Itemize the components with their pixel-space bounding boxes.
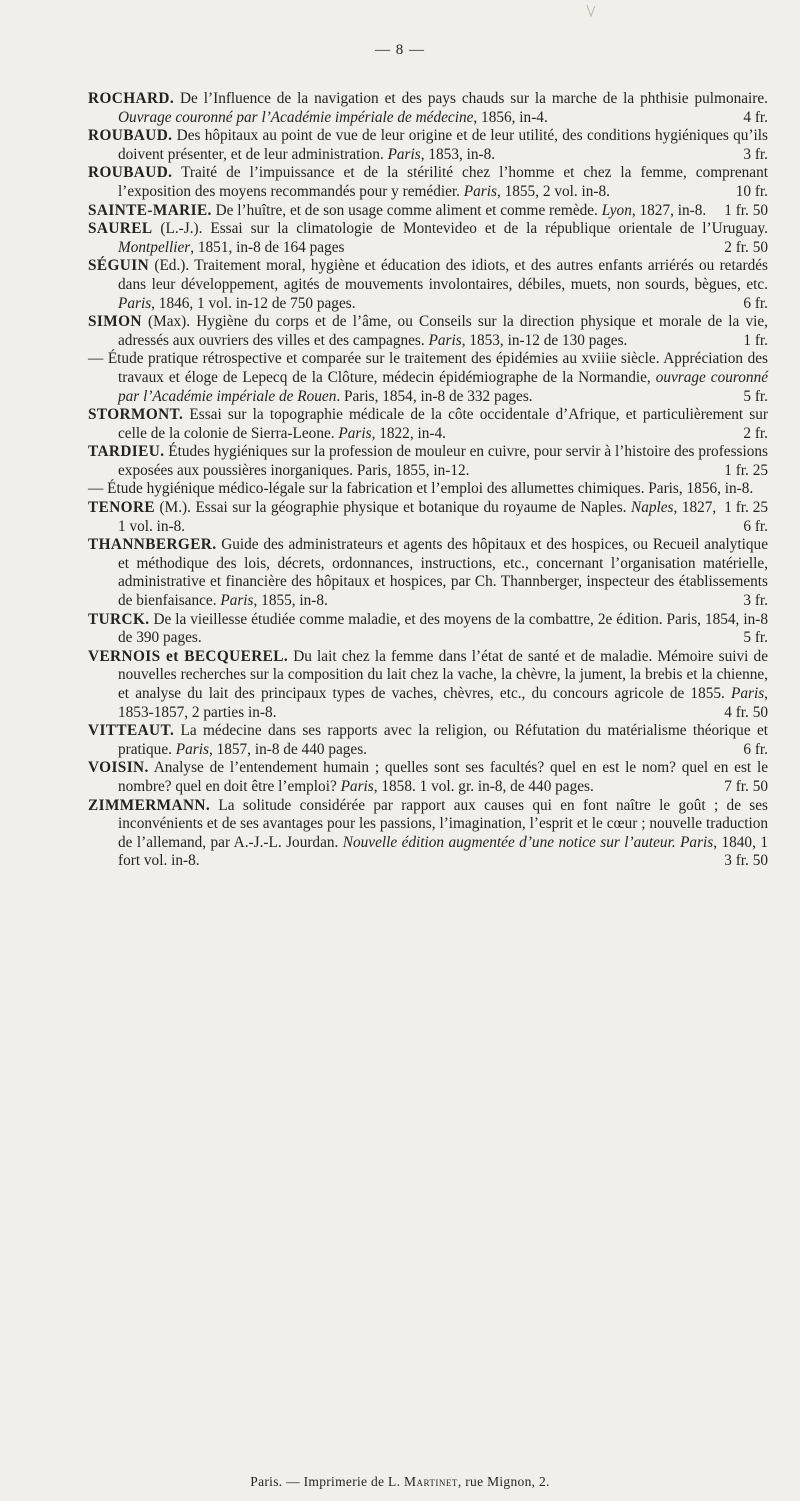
catalog-entry: [88, 797, 768, 871]
entry-italic-note: Paris: [175, 740, 209, 758]
entry-publication: , 1855, 2 vol. in-8.: [496, 182, 610, 200]
entry-publication: . Paris, 1854, in-8 de 332 pages.: [336, 387, 533, 405]
entry-publication: , 1827, in-8.: [631, 201, 707, 219]
entry-description: Des hôpitaux au point de vue de leur origine et de leur utilité, des conditions hygiéniques qu’ils doivent présenter, et de leur administration.: [118, 127, 768, 163]
footer-prefix: Paris. — Imprimerie de L.: [250, 1474, 401, 1489]
entry-italic-note: Paris: [338, 424, 372, 442]
entry-price: 2 fr.: [743, 424, 768, 442]
entry-italic-note: Paris: [220, 592, 254, 610]
entry-price: 6 fr.: [743, 740, 768, 758]
entry-author: TURCK.: [88, 610, 150, 628]
entry-author: SAINTE-MARIE.: [88, 201, 212, 219]
catalog-entry: [88, 127, 768, 164]
entry-price: 1 fr. 25: [724, 499, 768, 517]
entry-publication: , 1851, in-8 de 164 pages: [190, 238, 345, 256]
catalog-entry: [88, 313, 768, 350]
entry-description: De l’Influence de la navigation et des pays chauds sur la marche de la phthisie pulmonaire.: [174, 90, 768, 107]
entry-price: 3 fr.: [743, 592, 768, 610]
entry-price: 4 fr.: [743, 108, 768, 126]
entry-italic-note: Paris: [387, 145, 421, 163]
entry-publication: , 1853, in-12 de 130 pages.: [461, 331, 628, 349]
entry-description: — Étude hygiénique médico-légale sur la fabrication et l’emploi des allumettes chimiques. Paris, 1856, in-8.: [88, 480, 754, 498]
entry-author: TENORE: [88, 499, 156, 517]
footer-suffix: , rue Mignon, 2.: [457, 1474, 550, 1489]
entry-italic-note: Ouvrage couronné par l’Académie impériale de médecine: [118, 108, 474, 126]
entry-italic-note: Paris: [731, 685, 765, 702]
entry-italic-note: Lyon: [601, 201, 632, 219]
entry-publication: , 1840, 1 fort vol. in-8.: [118, 833, 768, 870]
entry-publication: , 1856, in-4.: [473, 108, 548, 126]
catalog-entry: [88, 90, 768, 127]
entry-italic-note: Nouvelle édition augmentée d’une notice sur l’auteur. Paris: [342, 833, 714, 851]
entry-author: STORMONT.: [88, 406, 184, 424]
catalog-entry: [88, 443, 768, 480]
entry-publication: , 1827, 1 vol. in-8.: [118, 499, 717, 535]
entry-italic-note: Paris: [118, 294, 152, 312]
entry-price: 10 fr.: [735, 182, 768, 200]
entry-description: De l’huître, et de son usage comme aliment et comme remède.: [211, 201, 602, 219]
entry-publication: , 1858. 1 vol. gr. in-8, de 440 pages.: [373, 777, 594, 795]
entry-italic-note: Naples: [631, 499, 674, 517]
entry-author: THANNBERGER.: [88, 536, 217, 554]
entry-price: 2 fr. 50: [724, 238, 768, 256]
entry-author: ROCHARD.: [88, 90, 175, 107]
entry-price: 6 fr.: [743, 517, 768, 535]
entry-description: (L.-J.). Essai sur la climatologie de Montevideo et de la république orientale de l’Uruguay.: [152, 220, 768, 238]
printer-footer: [0, 1474, 800, 1490]
entry-description: La solitude considérée par rapport aux causes qui en font naître le goût ; de ses inconvénients et de ses avantages pour les passions, l’imagination, l’esprit et le cœur ; nouvelle traduction de l’allemand, par A.-J.-L. Jourdan.: [118, 796, 768, 851]
catalog-entry: [88, 499, 768, 536]
entry-description: Essai sur la topographie médicale de la côte occidentale d’Afrique, et particulièrement sur celle de la colonie de Sierra-Leone.: [118, 406, 768, 442]
entry-author: SAUREL: [88, 220, 153, 238]
entry-price: 6 fr.: [743, 294, 768, 312]
catalog-entry: [88, 220, 768, 257]
entry-price: 4 fr. 50: [724, 703, 768, 721]
catalog-entry: [88, 350, 768, 406]
entry-author: VOISIN.: [88, 759, 149, 777]
entry-price: 1 fr. 50: [724, 201, 768, 219]
catalog-entry: [88, 202, 768, 221]
entry-description: (Max). Hygiène du corps et de l’âme, ou Conseils sur la direction physique et morale de la vie, adressés aux ouvriers des villes et des campagnes.: [118, 313, 768, 349]
entry-description: Du lait chez la femme dans l’état de santé et de maladie. Mémoire suivi de nouvelles recherches sur la composition du lait chez la vache, la chèvre, la jument, la brebis et la chienne, et analyse du lait des principaux types de vaches, chèvres, etc., du concours agricole de 1855.: [118, 647, 768, 702]
entry-publication: , 1853-1857, 2 parties in-8.: [118, 685, 768, 721]
catalog-entry: [88, 648, 768, 722]
entry-price: 5 fr.: [743, 629, 768, 647]
entry-italic-note: Montpellier: [118, 238, 191, 256]
footer-printer-name: Martinet: [403, 1474, 458, 1489]
entry-description: Traité de l’impuissance et de la stérilité chez l’homme et chez la femme, comprenant l’exposition des moyens recommandés pour y remédier.: [118, 164, 768, 200]
entry-author: SIMON: [88, 313, 142, 331]
entry-author: ROUBAUD.: [88, 164, 173, 182]
entry-description: Analyse de l’entendement humain ; quelles sont ses facultés? quel en est le nom? quel en est le nombre? quel en doit être l’emploi?: [118, 759, 768, 795]
entry-author: VITTEAUT.: [88, 722, 175, 740]
entry-author: SÉGUIN: [88, 257, 150, 275]
entry-description: De la vieillesse étudiée comme maladie, et des moyens de la combattre, 2e édition. Paris, 1854, in-8 de 390 pages.: [118, 610, 768, 647]
entry-price: 1 fr.: [743, 331, 768, 349]
bibliography-list: [88, 90, 768, 871]
entry-price: 3 fr. 50: [724, 852, 768, 870]
catalog-entry: [88, 759, 768, 796]
entry-italic-note: Paris: [428, 331, 462, 349]
entry-description: Études hygiéniques sur la profession de mouleur en cuivre, pour servir à l’histoire des professions exposées aux poussières inorganiques. Paris, 1855, in-12.: [118, 443, 768, 479]
catalog-entry: [88, 164, 768, 201]
entry-price: 1 fr. 25: [724, 461, 768, 479]
entry-description: (M.). Essai sur la géographie physique et botanique du royaume de Naples.: [155, 499, 631, 517]
entry-author: TARDIEU.: [88, 443, 165, 461]
entry-description: — Étude pratique rétrospective et comparée sur le traitement des épidémies au xviiie siècle. Appréciation des travaux et éloge de Lepecq de la Clôture, médecin épidémiographe de la Normandie,: [88, 350, 768, 386]
entry-description: La médecine dans ses rapports avec la religion, ou Réfutation du matérialisme théorique et pratique.: [118, 722, 768, 758]
page-number: — 8 —: [375, 42, 425, 58]
catalog-entry: [88, 536, 768, 610]
catalog-entry: [88, 722, 768, 759]
entry-price: 7 fr. 50: [724, 777, 768, 795]
catalog-entry: [88, 257, 768, 313]
entry-publication: , 1846, 1 vol. in-12 de 750 pages.: [151, 294, 356, 312]
entry-description: Guide des administrateurs et agents des hôpitaux et des hospices, ou Recueil analytique et méthodique des lois, décrets, ordonnances, instructions, etc., concernant l’organisation matérielle, administrative et financière des hôpitaux et hospices, par Ch. Thannberger, inspecteur des établissements de bienfaisance.: [118, 536, 768, 610]
entry-italic-note: Paris: [340, 777, 374, 795]
entry-publication: , 1822, in-4.: [371, 424, 446, 442]
entry-italic-note: Paris: [463, 182, 497, 200]
entry-author: ZIMMERMANN.: [88, 796, 211, 814]
entry-price: 5 fr.: [743, 387, 768, 405]
entry-publication: , 1855, in-8.: [253, 592, 328, 610]
entry-author: ROUBAUD.: [88, 127, 173, 145]
pencil-mark-icon: [586, 4, 596, 18]
entry-description: (Ed.). Traitement moral, hygiène et éducation des idiots, et des autres enfants arriérés ou retardés dans leur développement, agités de mouvements involontaires, débiles, muets, non sourds, bègues, etc.: [118, 257, 768, 293]
entry-price: 3 fr.: [743, 145, 768, 163]
entry-publication: , 1857, in-8 de 440 pages.: [208, 740, 367, 758]
entry-publication: , 1853, in-8.: [420, 145, 496, 163]
entry-author: VERNOIS et BECQUEREL.: [88, 647, 289, 665]
catalog-entry: [88, 406, 768, 443]
catalog-entry: [88, 611, 768, 648]
entry-italic-note: ouvrage couronné par l’Académie impériale de Rouen: [118, 368, 769, 405]
